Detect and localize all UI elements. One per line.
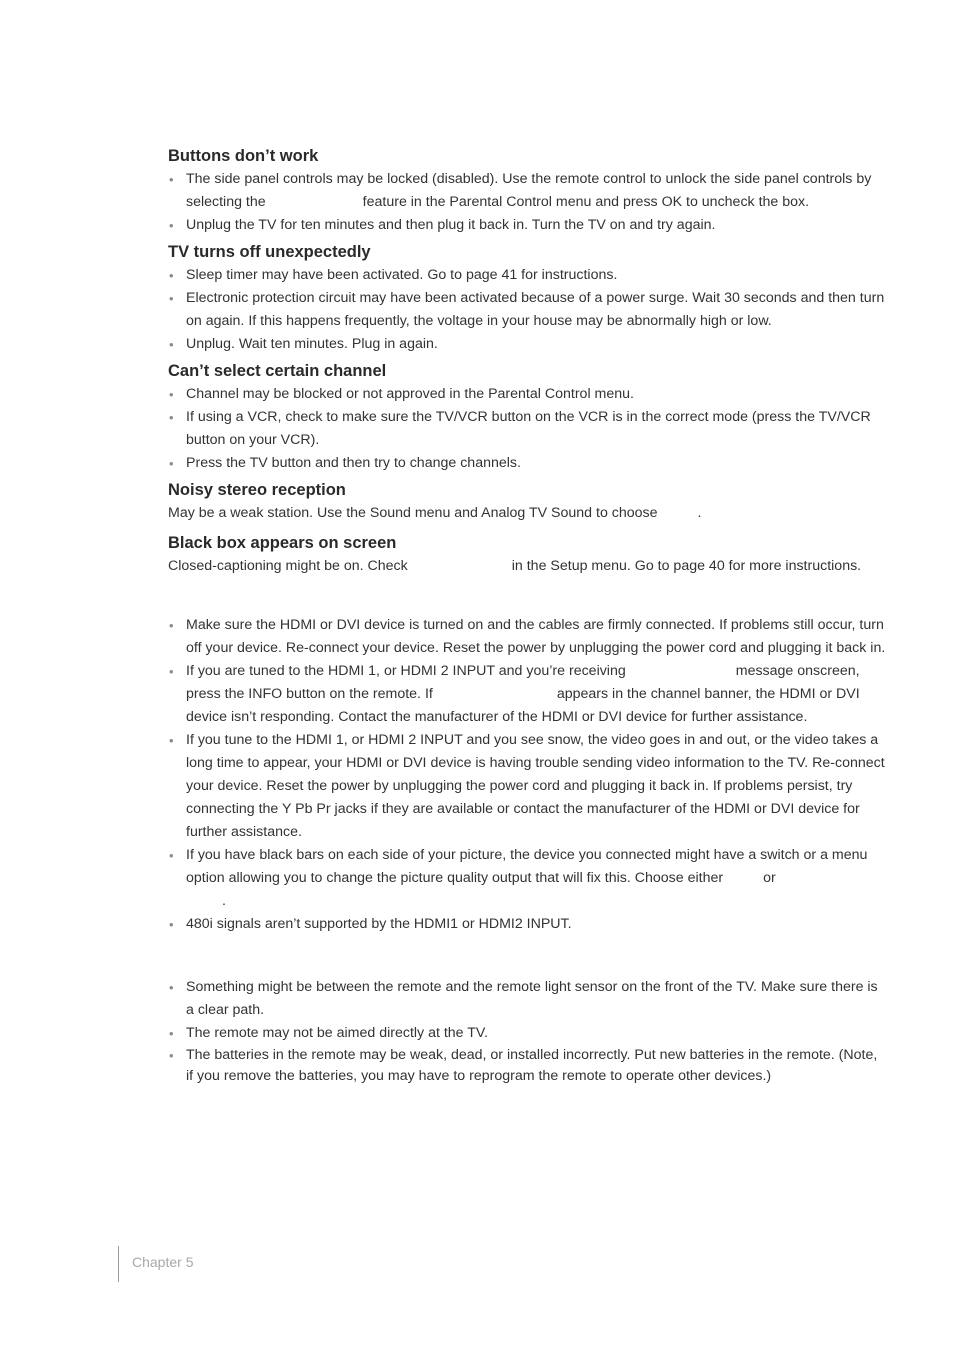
bullet-icon: • (169, 387, 174, 402)
list-hdmi (168, 614, 888, 936)
list-item: • If you tune to the HDMI 1, or HDMI 2 INPUT and you see snow, the video goes in and out, or the video takes a long time to appear, your HDMI or DVI device is having trouble sending video information to the TV. Re-connect your device. Reset the power by unplugging the power cord and plugging it back in. If problems persist, try connecting the Y Pb Pr jacks if they are available or contact the manufacturer of the HDMI or DVI device for further assistance. (168, 729, 888, 844)
bullet-icon: • (169, 218, 174, 233)
heading-buttons: Buttons don’t work (168, 147, 319, 165)
list-item: • Sleep timer may have been activated. Go to page 41 for instructions. (168, 264, 888, 287)
bullet-icon: • (169, 618, 174, 633)
footer-chapter-label: Chapter 5 (132, 1254, 194, 1270)
bullet-icon: • (169, 733, 174, 748)
bullet-icon: • (169, 456, 174, 471)
heading-blackbox: Black box appears on screen (168, 534, 397, 552)
heading-tv-off: TV turns off unexpectedly (168, 243, 371, 261)
list-remote (168, 976, 888, 1087)
bullet-icon: • (169, 268, 174, 283)
page-content (168, 144, 888, 1087)
heading-channel: Can’t select certain channel (168, 362, 387, 380)
list-item: • The batteries in the remote may be weak, dead, or installed incorrectly. Put new batteries in the remote. (Note, if you remove the batteries, you may have to reprogram the remote to operate other devices.) (169, 1047, 878, 1084)
bullet-icon: • (169, 917, 174, 932)
list-tv-off (168, 264, 888, 356)
bullet-icon: • (169, 410, 174, 425)
list-item: • If using a VCR, check to make sure the TV/VCR button on the VCR is in the correct mode (press the TV/VCR button on your VCR). (168, 406, 888, 452)
list-item: • Make sure the HDMI or DVI device is turned on and the cables are firmly connected. If problems still occur, turn off your device. Re-connect your device. Reset the power by unplugging the power cord and plugging it back in. (168, 614, 888, 660)
list-item: • Press the TV button and then try to change channels. (168, 452, 888, 475)
list-item: • The side panel controls may be locked (disabled). Use the remote control to unlock the side panel controls by selecting the feature in the Parental Control menu and press OK to uncheck the box. (168, 168, 888, 214)
list-item: • Something might be between the remote and the remote light sensor on the front of the TV. Make sure there is a clear path. (168, 976, 888, 1022)
bullet-icon: • (169, 172, 174, 187)
heading-stereo: Noisy stereo reception (168, 481, 346, 499)
bullet-icon: • (169, 980, 174, 995)
bullet-icon: • (169, 664, 174, 679)
list-item: • Unplug. Wait ten minutes. Plug in again. (168, 333, 888, 356)
list-buttons (168, 168, 888, 237)
list-item: • 480i signals aren’t supported by the HDMI1 or HDMI2 INPUT. (168, 913, 888, 936)
bullet-icon: • (169, 337, 174, 352)
bullet-icon: • (169, 1026, 174, 1041)
bullet-icon: • (169, 291, 174, 306)
list-item: • Channel may be blocked or not approved in the Parental Control menu. (168, 383, 888, 406)
bullet-icon: • (169, 1048, 174, 1063)
list-item: • If you are tuned to the HDMI 1, or HDMI 2 INPUT and you’re receiving message onscreen, press the INFO button on the remote. If appears in the channel banner, the HDMI or DVI device isn’t responding. Contact the manufacturer of the HDMI or DVI device for further assistance. (168, 660, 888, 729)
list-item: • Electronic protection circuit may have been activated because of a power surge. Wait 30 seconds and then turn on again. If this happens frequently, the voltage in your house may be abnormally high or low. (168, 287, 888, 333)
list-item: • If you have black bars on each side of your picture, the device you connected might have a switch or a menu option allowing you to change the picture quality output that will fix this. Choose either or . (168, 844, 888, 913)
blackbox-text: Closed-captioning might be on. Check in the Setup menu. Go to page 40 for more instructions. (168, 558, 862, 574)
list-channel (168, 383, 888, 475)
footer-divider (118, 1246, 119, 1282)
bullet-icon: • (169, 848, 174, 863)
stereo-text: May be a weak station. Use the Sound menu and Analog TV Sound to choose . (168, 505, 702, 521)
list-item: • The remote may not be aimed directly at the TV. (168, 1022, 888, 1045)
list-item: • Unplug the TV for ten minutes and then plug it back in. Turn the TV on and try again. (168, 214, 888, 237)
